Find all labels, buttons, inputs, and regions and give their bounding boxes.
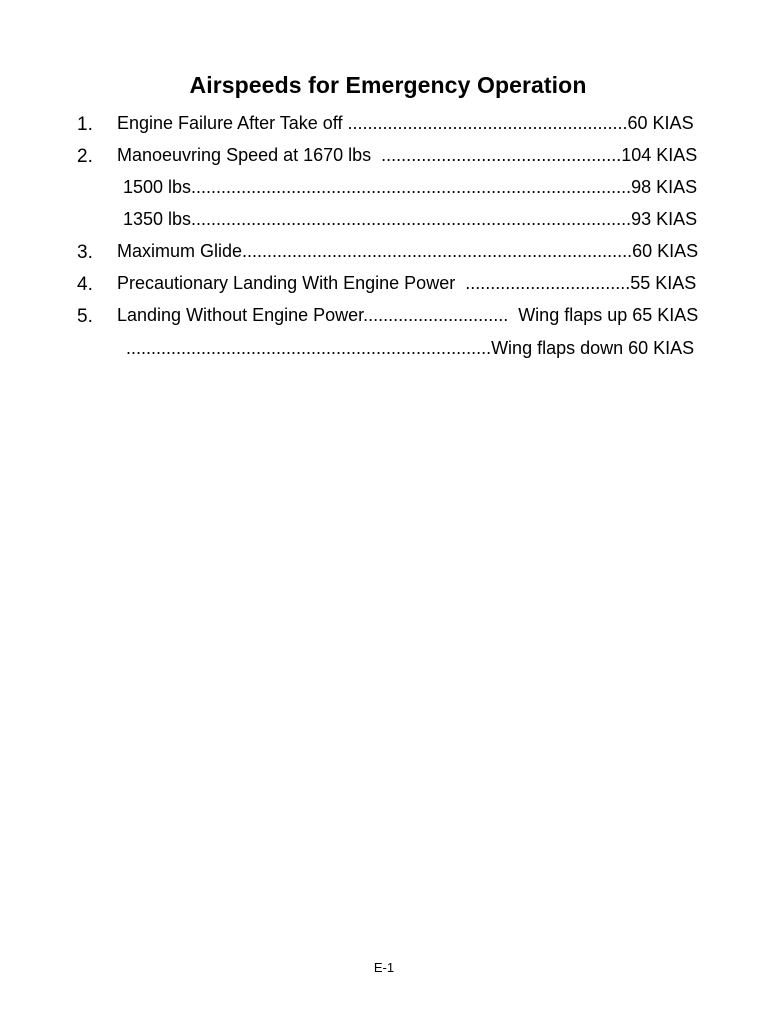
item-text: Engine Failure After Take off ........................................................60 KIAS [117, 113, 694, 133]
item-number: 4. [77, 274, 93, 295]
list-item [0, 271, 768, 295]
list-item [0, 175, 768, 199]
item-text: Landing Without Engine Power............................. Wing flaps up 65 KIAS [117, 305, 699, 325]
list-item [0, 303, 768, 327]
list-item [0, 239, 768, 263]
item-text: 1500 lbs........................................................................................98 KIAS [123, 177, 698, 197]
page-title: Airspeeds for Emergency Operation [189, 72, 587, 98]
item-text: Manoeuvring Speed at 1670 lbs ................................................104 KIAS [117, 145, 698, 165]
item-text: .........................................................................Wing flaps down 60 KIAS [126, 338, 695, 358]
list-item [0, 143, 768, 167]
item-number: 5. [77, 306, 93, 327]
item-number: 2. [77, 146, 93, 167]
list-item [0, 111, 768, 135]
item-number: 1. [77, 114, 93, 135]
item-text: 1350 lbs........................................................................................93 KIAS [123, 209, 698, 229]
list-item [0, 207, 768, 231]
page-number: E-1 [373, 960, 395, 975]
item-text: Precautionary Landing With Engine Power .................................55 KIAS [117, 273, 697, 293]
item-number: 3. [77, 242, 93, 263]
item-text: Maximum Glide..............................................................................60 KIAS [117, 241, 699, 261]
list-item [0, 336, 768, 360]
